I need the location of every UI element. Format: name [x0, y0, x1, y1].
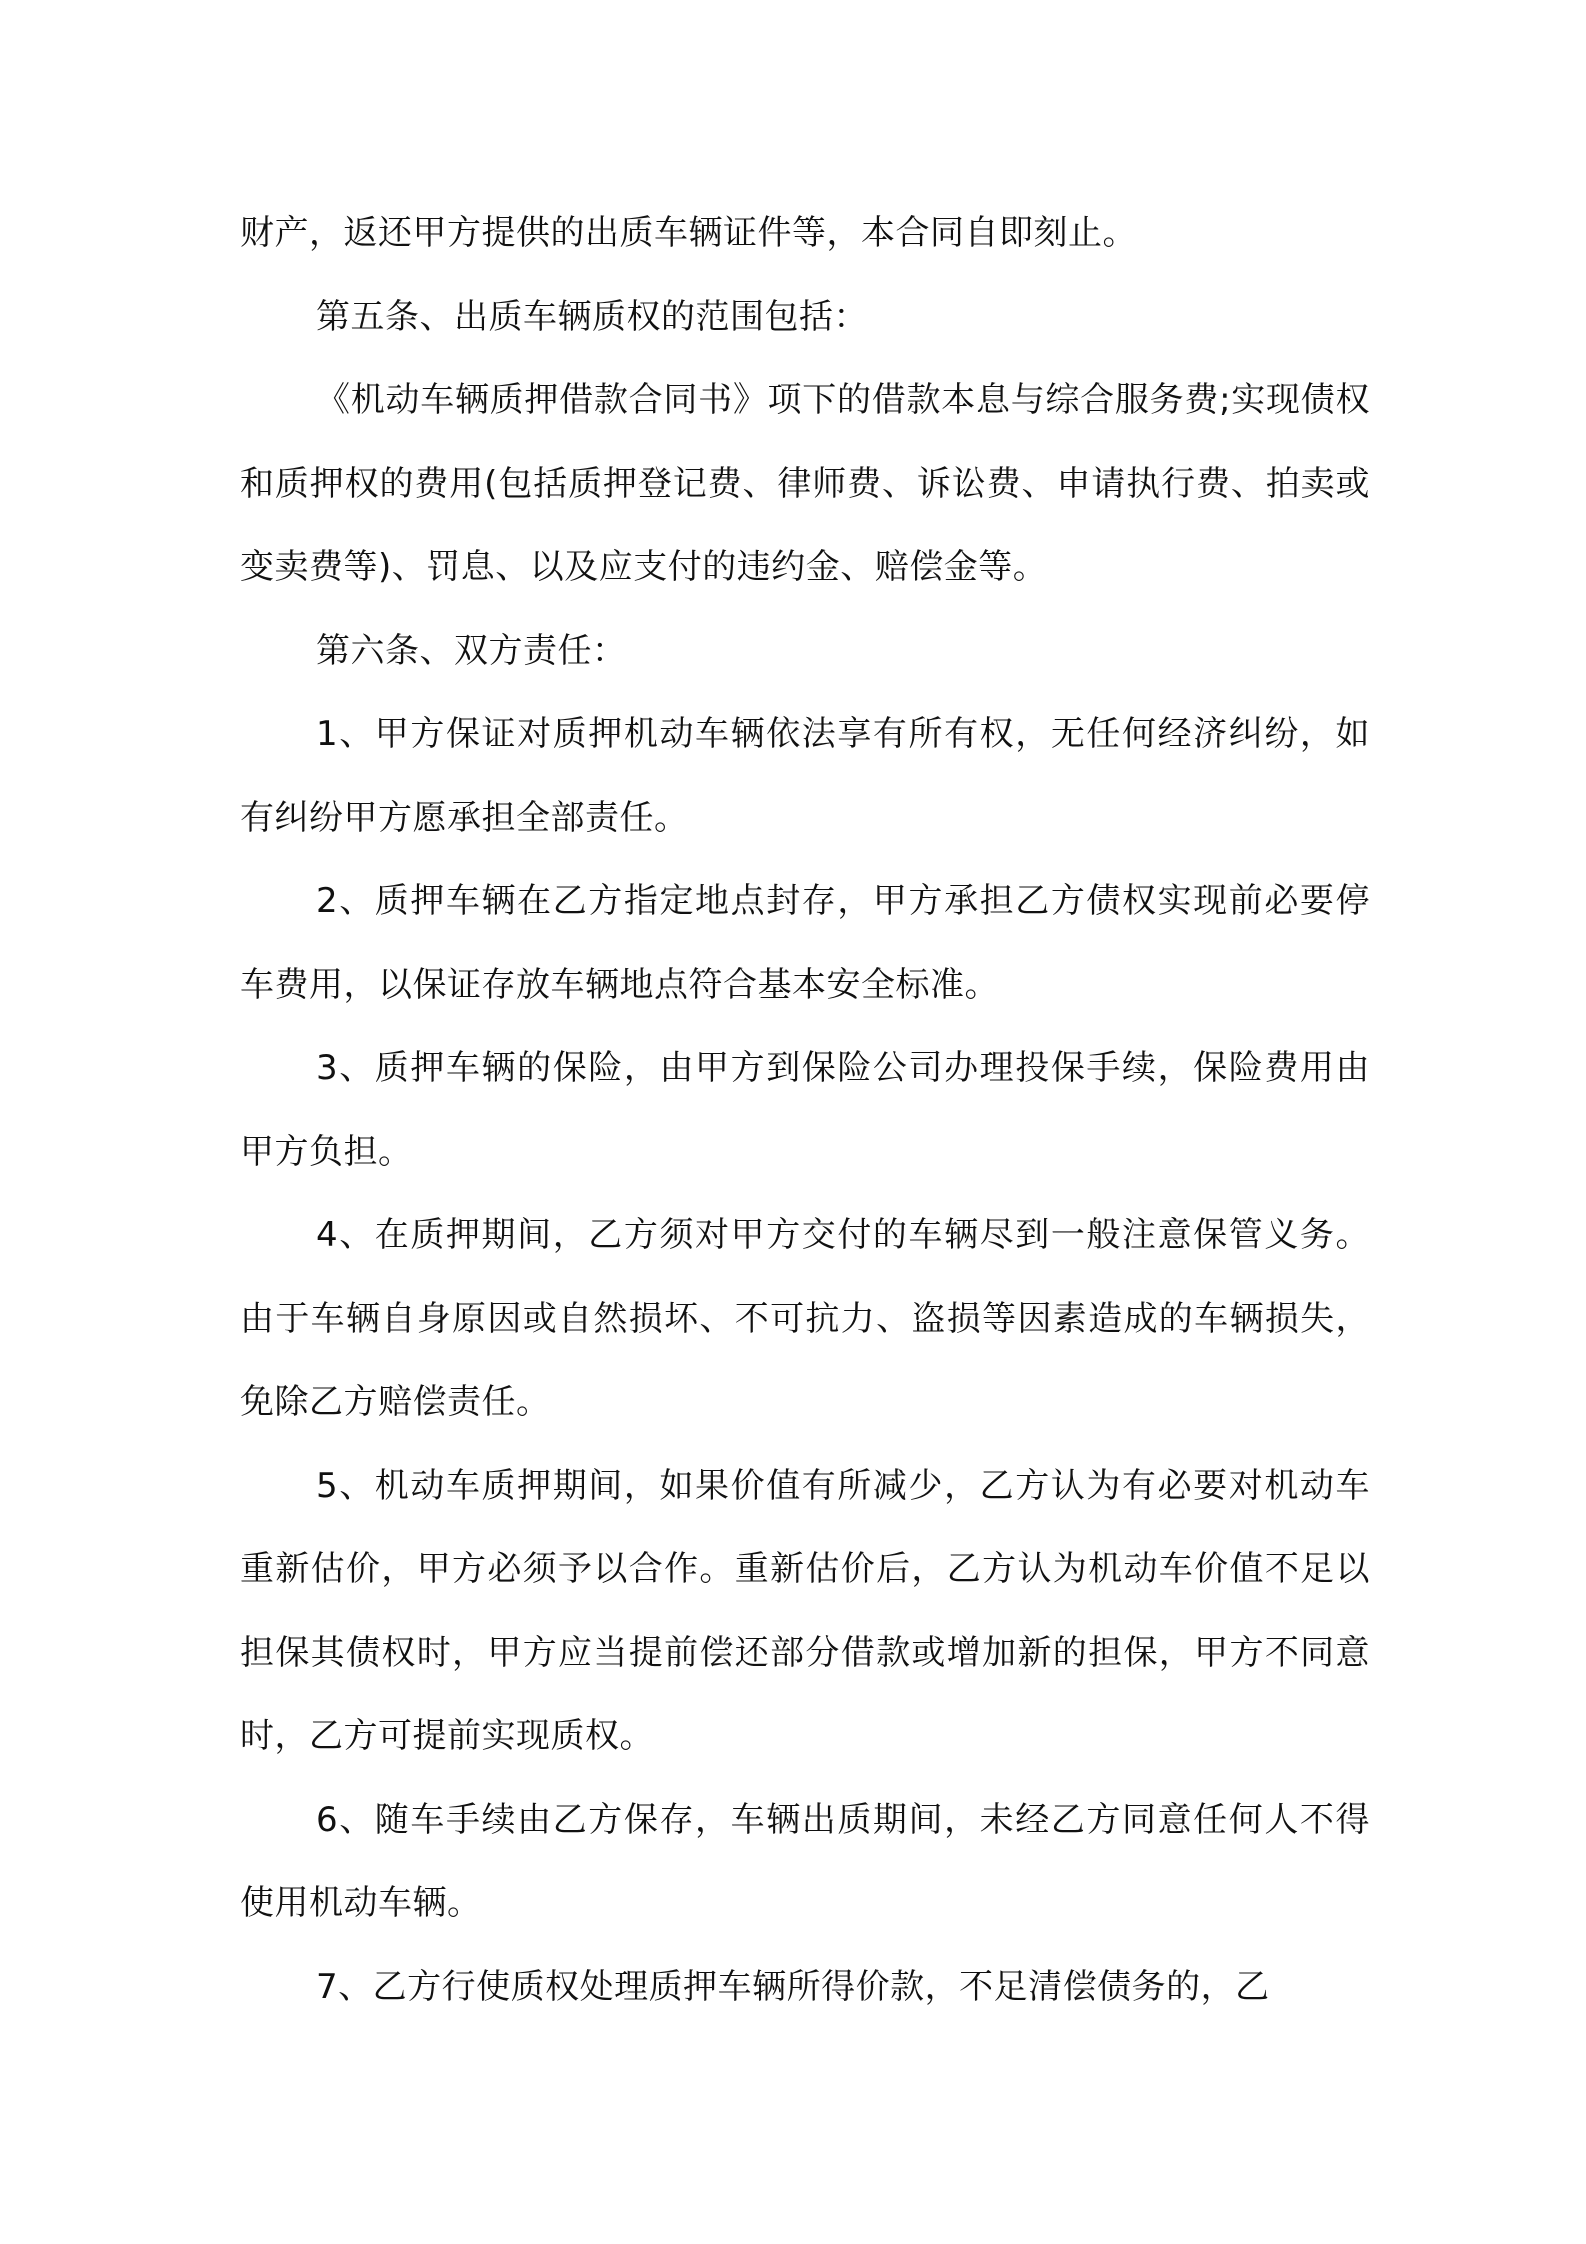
- clause-7: 7、乙方行使质权处理质押车辆所得价款，不足清偿债务的，乙: [316, 1966, 1270, 2007]
- paragraph-scope: 《机动车辆质押借款合同书》项下的借款本息与综合服务费;实现债权和质押权的费用(包括质押登记费、律师费、诉讼费、申请执行费、拍卖或变卖费等)、罚息、以及应支付的违约金、赔偿金等。: [240, 380, 1370, 587]
- clause-2: 2、质押车辆在乙方指定地点封存，甲方承担乙方债权实现前必要停车费用，以保证存放车辆地点符合基本安全标准。: [240, 881, 1370, 1005]
- paragraph-1: 财产，返还甲方提供的出质车辆证件等，本合同自即刻止。: [240, 213, 1137, 253]
- clause-3: 3、质押车辆的保险，由甲方到保险公司办理投保手续，保险费用由甲方负担。: [240, 1048, 1370, 1172]
- article-6-heading: 第六条、双方责任：: [316, 630, 627, 671]
- clause-5: 5、机动车质押期间，如果价值有所减少，乙方认为有必要对机动车重新估价，甲方必须予以合作。重新估价后，乙方认为机动车价值不足以担保其债权时，甲方应当提前偿还部分借款或增加新的担保，甲方不同意时，乙方可提前实现质权。: [240, 1465, 1370, 1756]
- document-body: [240, 192, 1370, 2029]
- clause-6: 6、随车手续由乙方保存，车辆出质期间，未经乙方同意任何人不得使用机动车辆。: [240, 1799, 1370, 1923]
- clause-1: 1、甲方保证对质押机动车辆依法享有所有权，无任何经济纠纷，如有纠纷甲方愿承担全部责任。: [240, 714, 1370, 838]
- article-5-heading: 第五条、出质车辆质权的范围包括：: [316, 296, 868, 337]
- clause-4: 4、在质押期间，乙方须对甲方交付的车辆尽到一般注意保管义务。由于车辆自身原因或自然损坏、不可抗力、盗损等因素造成的车辆损失，免除乙方赔偿责任。: [240, 1215, 1370, 1422]
